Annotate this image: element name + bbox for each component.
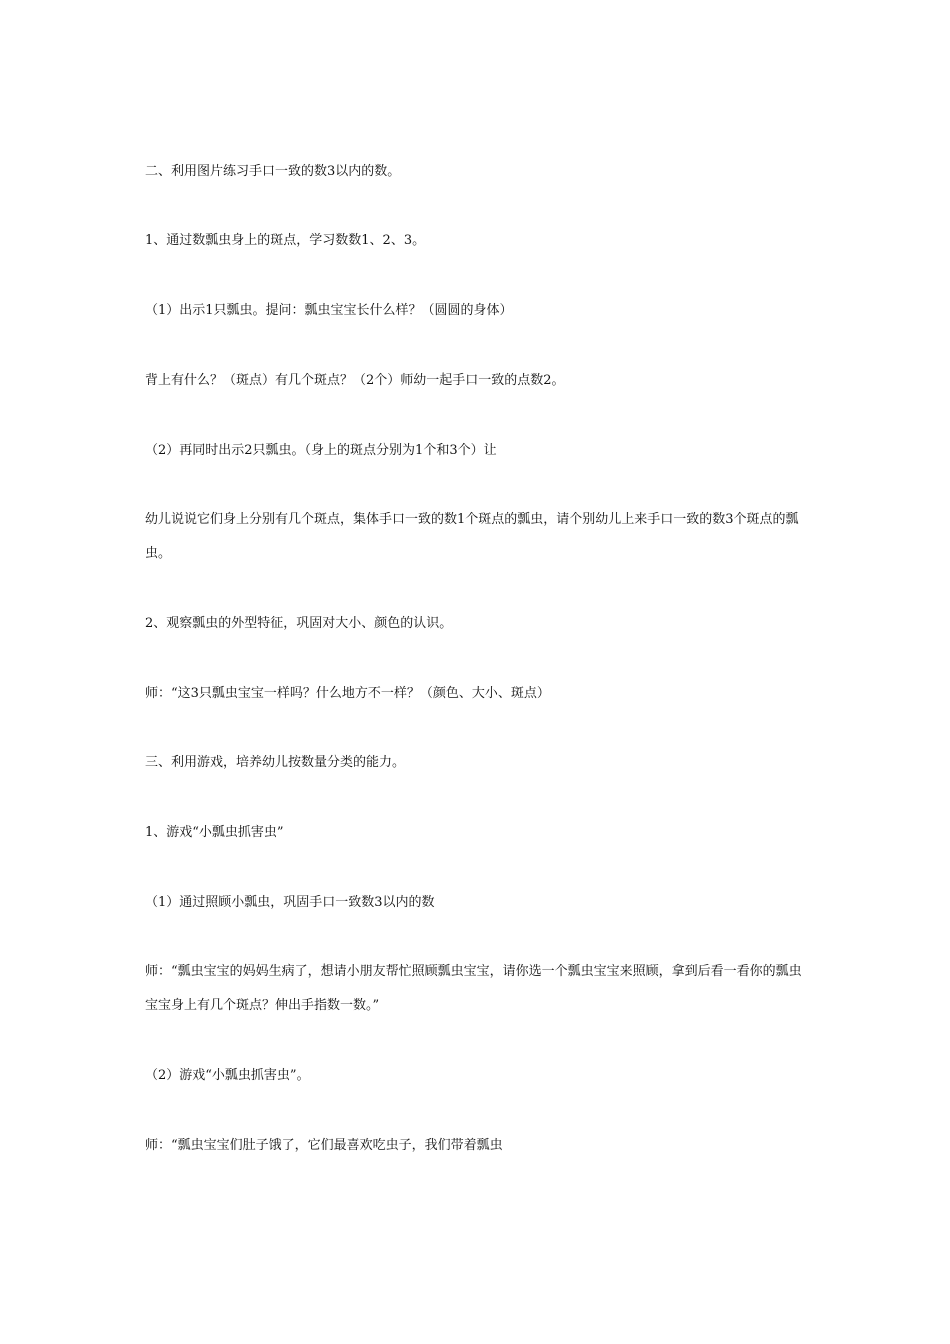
- teacher-instruction-2: 师：“瓢虫宝宝们肚子饿了，它们最喜欢吃虫子，我们带着瓢虫: [145, 1138, 503, 1153]
- sub-step-1-continued: 背上有什么？（斑点）有几个斑点？（2个）师幼一起手口一致的点数2。: [145, 373, 565, 388]
- game-heading: 1、游戏“小瓢虫抓害虫”: [145, 825, 284, 840]
- sub-step-2-continued: 幼儿说说它们身上分别有几个斑点，集体手口一致的数1个斑点的瓢虫，请个别幼儿上来手口一致的数3个斑点的瓢虫。: [145, 512, 799, 561]
- teacher-instruction-1: 师：“瓢虫宝宝的妈妈生病了，想请小朋友帮忙照顾瓢虫宝宝，请你选一个瓢虫宝宝来照顾，拿到后看一看你的瓢虫宝宝身上有几个斑点？伸出手指数一数。”: [145, 964, 802, 1013]
- sub-step-1-text: （1）出示1只瓢虫。提问：瓢虫宝宝长什么样？（圆圆的身体）: [145, 303, 513, 318]
- section-heading-2: 二、利用图片练习手口一致的数3以内的数。: [145, 164, 401, 179]
- step-2-heading: 2、观察瓢虫的外型特征，巩固对大小、颜色的认识。: [145, 616, 453, 631]
- sub-step-2-text: （2）再同时出示2只瓢虫。（身上的斑点分别为1个和3个）让: [145, 443, 497, 458]
- step-1-heading: 1、通过数瓢虫身上的斑点，学习数数1、2、3。: [145, 233, 426, 248]
- section-heading-3: 三、利用游戏，培养幼儿按数量分类的能力。: [145, 755, 406, 770]
- game-sub-step-1: （1）通过照顾小瓢虫，巩固手口一致数3以内的数: [145, 895, 435, 910]
- teacher-question-1: 师：“这3只瓢虫宝宝一样吗？什么地方不一样？（颜色、大小、斑点）: [145, 686, 550, 701]
- game-sub-step-2: （2）游戏“小瓢虫抓害虫”。: [145, 1068, 310, 1083]
